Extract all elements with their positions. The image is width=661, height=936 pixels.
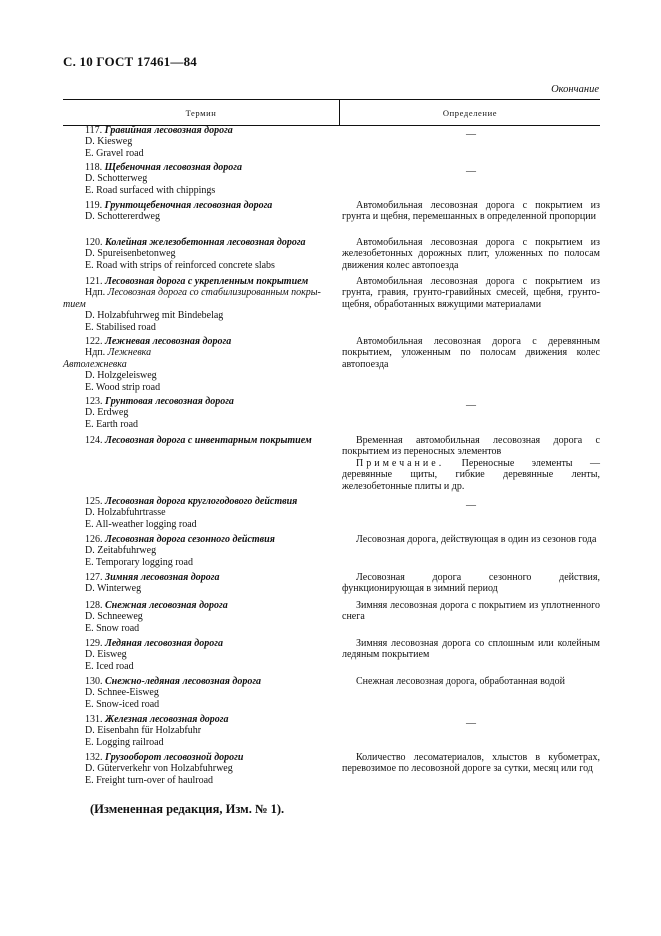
term-number: 117. — [85, 125, 103, 136]
term-number: 130. — [85, 676, 103, 687]
definition-note — [342, 458, 600, 492]
definition-cell — [342, 500, 600, 511]
term-heading — [63, 752, 333, 763]
foreign-equivalent: E. Temporary logging road — [85, 556, 193, 568]
term-cell — [63, 435, 333, 446]
definition-cell — [342, 718, 600, 729]
foreign-equivalent: D. Schotterweg — [85, 173, 148, 185]
definition-cell — [342, 435, 600, 492]
definition-dash: — — [466, 400, 476, 411]
definition-cell — [342, 676, 600, 687]
definition-cell — [342, 237, 600, 271]
term-cell — [63, 638, 333, 672]
term-name: Зимняя лесовозная дорога — [105, 572, 220, 583]
foreign-equivalent: D. Kiesweg — [85, 136, 133, 148]
term-heading — [63, 435, 333, 446]
term-number: 126. — [85, 534, 103, 545]
amendment-note: (Измененная редакция, Изм. № 1). — [90, 802, 285, 816]
synonym-text: Лежневка — [107, 347, 152, 359]
term-number: 131. — [85, 714, 103, 725]
definition-cell — [342, 752, 600, 775]
foreign-equivalent: E. Logging railroad — [85, 736, 164, 748]
term-nonrecommended-synonym — [63, 287, 333, 298]
term-name: Грузооборот лесовозной дороги — [105, 752, 244, 763]
definition-dash: — — [466, 166, 476, 177]
foreign-equivalent: D. Holzgeleisweg — [85, 370, 157, 382]
foreign-equivalent: D. Holzabfuhrweg mit Bindebelag — [85, 310, 224, 322]
term-number: 118. — [85, 162, 103, 173]
synonym-text: Лесовозная дорога со стабилизированным покры- — [107, 287, 321, 299]
term-cell — [63, 162, 333, 196]
term-number: 119. — [85, 200, 103, 211]
term-cell — [63, 237, 333, 271]
definition-text: Лесовозная дорога сезонного действия, функционирующая в зимний период — [342, 572, 600, 595]
definition-dash: — — [466, 718, 476, 729]
foreign-equivalent: E. Earth road — [85, 418, 139, 430]
table-header — [63, 99, 600, 126]
definition-text: Зимняя лесовозная дорога со сплошным или колейным ледяным покрытием — [342, 638, 600, 661]
synonym-label: Ндп. — [85, 287, 106, 299]
foreign-equivalent: E. All-weather logging road — [85, 518, 197, 530]
note-text: Переносные элементы — деревянные щиты, гибкие деревянные ленты, железобетонные плиты и др. — [342, 457, 600, 492]
term-name: Гравийная лесовозная дорога — [104, 125, 233, 136]
term-heading — [63, 600, 333, 611]
term-heading — [63, 200, 333, 211]
term-name: Колейная железобетонная лесовозная дорога — [105, 237, 306, 248]
term-name: Грунтощебеночная лесовозная дорога — [104, 200, 273, 211]
term-number: 122. — [85, 336, 103, 347]
term-cell — [63, 752, 333, 786]
foreign-equivalent: D. Eisenbahn für Holzabfuhr — [85, 725, 202, 737]
term-number: 129. — [85, 638, 103, 649]
term-number: 132. — [85, 752, 103, 763]
definition-text: Автомобильная лесовозная дорога с покрытием из грунта и щебня, перемешанных в определенной пропорции — [342, 200, 600, 223]
term-heading — [63, 496, 333, 507]
term-name: Ледяная лесовозная дорога — [105, 638, 223, 649]
term-number: 123. — [85, 396, 103, 407]
foreign-equivalent: D. Zeitabfuhrweg — [85, 545, 157, 557]
foreign-equivalent: E. Stabilised road — [85, 321, 156, 333]
term-heading — [63, 638, 333, 649]
term-heading — [63, 276, 333, 287]
foreign-equivalent: D. Schnee-Eisweg — [85, 687, 159, 699]
term-number: 121. — [85, 276, 103, 287]
term-cell — [63, 534, 333, 568]
term-name: Снежно-ледяная лесовозная дорога — [105, 676, 262, 687]
definition-text: Автомобильная лесовозная дорога с покрытием из грунта, гравия, грунто-гравийных смесей, щебня, грунто-щебня, обработанных вяжущими материалами — [342, 276, 600, 310]
foreign-equivalent: D. Winterweg — [85, 583, 142, 595]
definition-cell — [342, 200, 600, 223]
term-cell — [63, 276, 333, 333]
term-heading — [63, 237, 333, 248]
term-cell — [63, 714, 333, 748]
term-number: 128. — [85, 600, 103, 611]
synonym-label: Ндп. — [85, 347, 106, 359]
definition-cell — [342, 534, 600, 545]
column-header-term: Термин — [63, 100, 340, 125]
definition-cell — [342, 572, 600, 595]
foreign-equivalent: D. Schneeweg — [85, 611, 143, 623]
synonym-text-continued: тием — [63, 298, 86, 310]
term-cell — [63, 676, 333, 710]
foreign-equivalent: D. Güterverkehr von Holzabfuhrweg — [85, 763, 233, 775]
term-cell — [63, 396, 333, 430]
definition-cell — [342, 276, 600, 310]
term-name: Грунтовая лесовозная дорога — [105, 396, 234, 407]
foreign-equivalent: E. Road with strips of reinforced concrete slabs — [85, 259, 275, 271]
term-cell — [63, 125, 333, 159]
foreign-equivalent: E. Iced road — [85, 660, 134, 672]
term-heading — [63, 676, 333, 687]
foreign-equivalent: E. Road surfaced with chippings — [85, 184, 216, 196]
foreign-equivalent: D. Schottererdweg — [85, 211, 160, 223]
foreign-equivalent: D. Erdweg — [85, 407, 129, 419]
page-header: С. 10 ГОСТ 17461—84 — [63, 54, 197, 69]
term-name: Щебеночная лесовозная дорога — [104, 162, 242, 173]
term-cell — [63, 600, 333, 634]
term-name: Лесовозная дорога сезонного действия — [105, 534, 275, 545]
term-cell — [63, 496, 333, 530]
foreign-equivalent: D. Eisweg — [85, 649, 127, 661]
definition-cell — [342, 336, 600, 370]
definition-text: Лесовозная дорога, действующая в один из сезонов года — [356, 534, 597, 545]
term-heading — [63, 572, 333, 583]
term-cell — [63, 336, 333, 393]
term-heading — [63, 162, 333, 173]
term-name: Лесовозная дорога с инвентарным покрытием — [105, 435, 312, 446]
term-name: Лежневая лесовозная дорога — [105, 336, 232, 347]
definition-cell — [342, 400, 600, 411]
foreign-equivalent: E. Freight turn-over of haulroad — [85, 774, 214, 786]
foreign-equivalent: E. Gravel road — [85, 147, 144, 159]
term-number: 120. — [85, 237, 103, 248]
definition-cell — [342, 600, 600, 623]
definition-cell — [342, 638, 600, 661]
term-heading — [63, 714, 333, 725]
term-number: 124. — [85, 435, 103, 446]
term-nonrecommended-synonym — [63, 347, 333, 358]
table-continuation-label: Окончание — [551, 84, 599, 95]
foreign-equivalent: E. Wood strip road — [85, 381, 161, 393]
foreign-equivalent: D. Spureisenbetonweg — [85, 248, 176, 260]
definition-text: Зимняя лесовозная дорога с покрытием из уплотненного снега — [342, 600, 600, 623]
foreign-equivalent: E. Snow road — [85, 622, 140, 634]
term-cell — [63, 200, 333, 223]
foreign-equivalent: D. Holzabfuhrtrasse — [85, 507, 166, 519]
term-heading — [63, 534, 333, 545]
term-name: Снежная лесовозная дорога — [105, 600, 228, 611]
term-cell — [63, 572, 333, 595]
definition-text: Количество лесоматериалов, хлыстов в кубометрах, перевозимое по лесовозной дороге за сутки, месяц или год — [342, 752, 600, 775]
definition-dash: — — [466, 129, 476, 140]
definition-text: Автомобильная лесовозная дорога с покрытием из железобетонных дорожных плит, уложенных по полосам движения колес автопоезда — [342, 237, 600, 271]
foreign-equivalent: E. Snow-iced road — [85, 698, 160, 710]
term-heading — [63, 125, 333, 136]
synonym-text-continued: Автолежневка — [63, 358, 127, 370]
term-number: 125. — [85, 496, 103, 507]
note-label: Примечание. — [356, 457, 445, 469]
term-heading — [63, 396, 333, 407]
definition-text: Автомобильная лесовозная дорога с деревянным покрытием, уложенным по полосам движения колес автопоезда — [342, 336, 600, 370]
definition-dash: — — [466, 500, 476, 511]
term-name: Лесовозная дорога с укрепленным покрытием — [105, 276, 309, 287]
definition-cell — [342, 166, 600, 177]
term-name: Лесовозная дорога круглогодового действия — [105, 496, 298, 507]
definition-text: Снежная лесовозная дорога, обработанная водой — [356, 676, 565, 687]
definition-cell — [342, 129, 600, 140]
column-header-definition: Определение — [442, 107, 498, 118]
definition-text: Временная автомобильная лесовозная дорога с покрытием из переносных элементов — [342, 435, 600, 458]
term-heading — [63, 336, 333, 347]
term-name: Железная лесовозная дорога — [105, 714, 229, 725]
term-number: 127. — [85, 572, 103, 583]
